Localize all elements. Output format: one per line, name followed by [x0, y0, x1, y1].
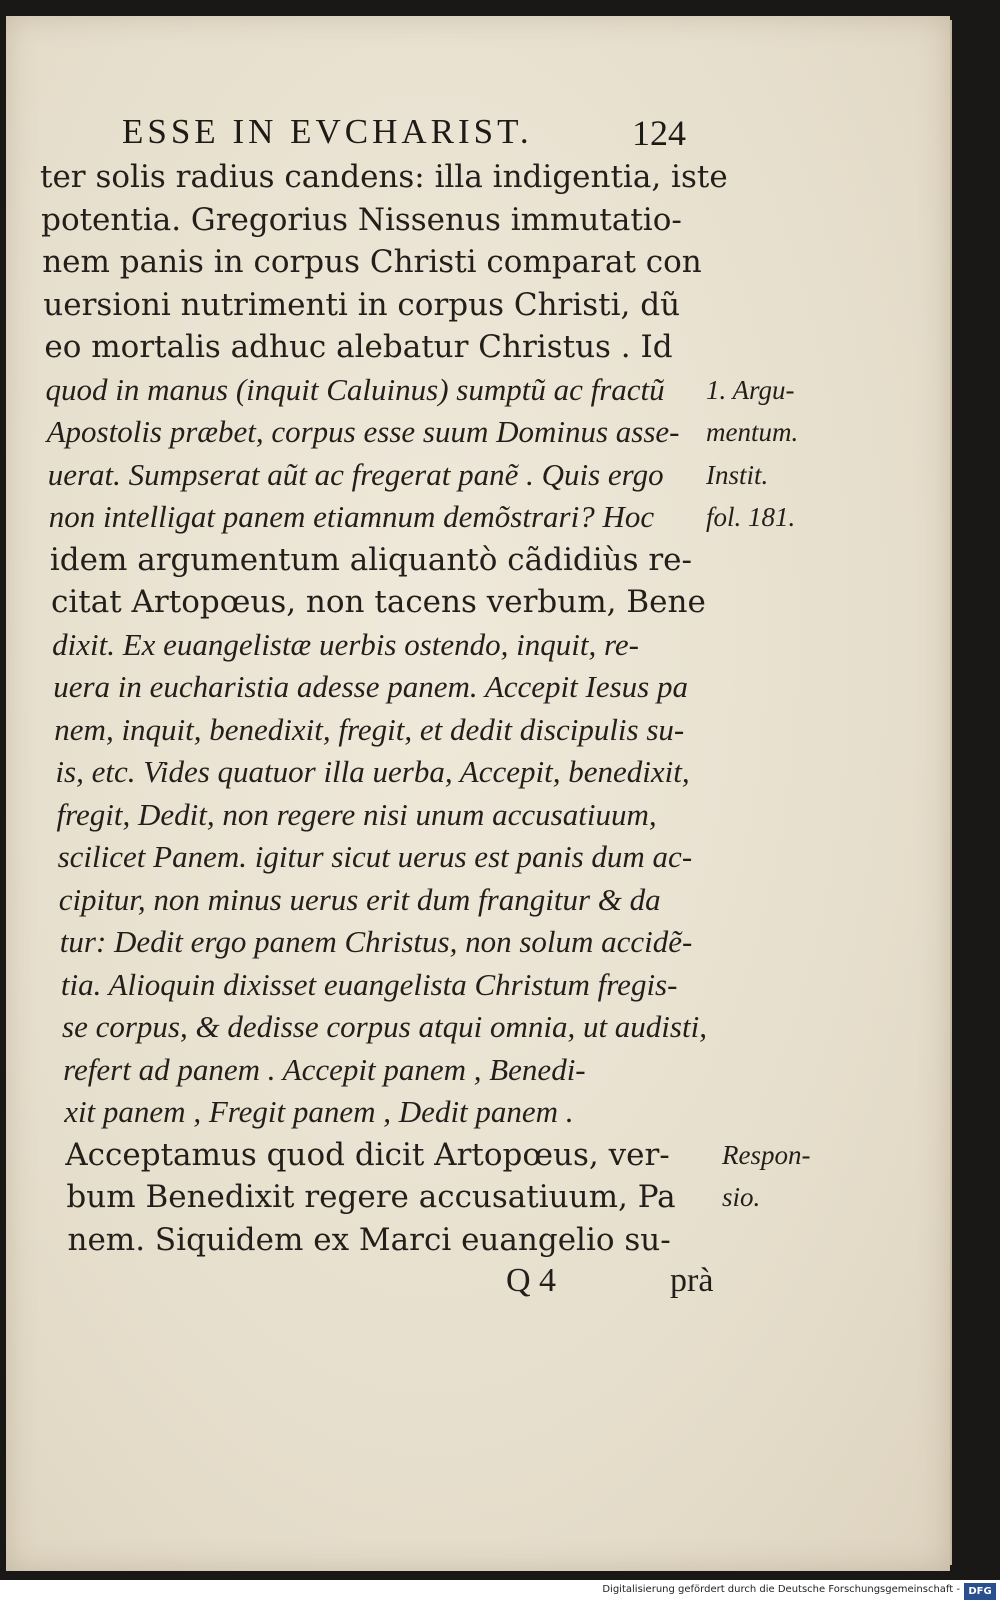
- text-line: quod in manus (inquit Caluinus) sumptũ ac fractũ: [45, 371, 665, 407]
- text-line: nem. Siquidem ex Marci euangelio su-: [67, 1221, 671, 1258]
- marginal-note: mentum.: [706, 417, 799, 447]
- text-line: nem panis in corpus Christi comparat con: [42, 244, 702, 280]
- text-line: Acceptamus quod dicit Artopœus, ver-: [65, 1136, 670, 1173]
- text-line: citat Artopœus, non tacens verbum, Bene: [51, 584, 706, 620]
- signature-mark: Q 4: [506, 1262, 557, 1299]
- running-head: [122, 112, 702, 156]
- text-line: bum Benedixit regere accusatiuum, Pa: [66, 1179, 676, 1215]
- text-line: refert ad panem . Accepit panem , Benedi-: [63, 1051, 586, 1087]
- marginal-note: Respon-: [722, 1139, 811, 1170]
- text-line: tia. Alioquin dixisset euangelista Christum fregis-: [60, 966, 678, 1002]
- text-line: uersioni nutrimenti in corpus Christi, dũ: [43, 286, 681, 323]
- body-text: [40, 156, 740, 1261]
- running-title: ESSE IN EVCHARIST.: [122, 112, 533, 151]
- text-line: se corpus, & dedisse corpus atqui omnia, ut audisti,: [62, 1009, 707, 1044]
- marginal-note: fol. 181.: [706, 502, 796, 532]
- text-line: scilicet Panem. igitur sicut uerus est panis dum ac-: [57, 839, 693, 874]
- text-line: uerat. Sumpserat aũt ac fregerat panẽ . Quis ergo: [47, 456, 664, 492]
- footer-credit: Digitalisierung gefördert durch die Deutsche Forschungsgemeinschaft -: [602, 1584, 960, 1595]
- text-line: uera in eucharistia adesse panem. Accepit Iesus pa: [53, 669, 688, 704]
- footer-bar: [0, 1580, 1000, 1604]
- text-line: tur: Dedit ergo panem Christus, non solum accidẽ-: [59, 924, 693, 959]
- text-line: ter solis radius candens: illa indigentia, iste: [40, 159, 728, 195]
- text-line: fregit, Dedit, non regere nisi unum accusatiuum,: [56, 796, 657, 832]
- text-line: eo mortalis adhuc alebatur Christus . Id: [44, 329, 673, 365]
- text-line: xit panem , Fregit panem , Dedit panem .: [64, 1094, 574, 1129]
- text-line: potentia. Gregorius Nissenus immutatio-: [41, 201, 682, 238]
- dfg-logo: DFG: [964, 1583, 996, 1600]
- text-line: idem argumentum aliquantò cãdidiùs re-: [49, 541, 693, 578]
- marginal-note: sio.: [722, 1182, 761, 1212]
- catchword: prà: [670, 1262, 714, 1299]
- text-line: cipitur, non minus uerus erit dum frangitur & da: [58, 881, 661, 917]
- text-line: is, etc. Vides quatuor illa uerba, Accepit, benedixit,: [55, 754, 690, 789]
- marginal-note: Instit.: [706, 459, 769, 490]
- text-line: non intelligat panem etiamnum demõstrari? Hoc: [48, 499, 655, 534]
- text-line: Apostolis præbet, corpus esse suum Dominus asse-: [46, 414, 680, 449]
- page-number: 124: [632, 113, 686, 153]
- text-line: dixit. Ex euangelistæ uerbis ostendo, inquit, re-: [52, 626, 640, 662]
- text-line: nem, inquit, benedixit, fregit, et dedit discipulis su-: [54, 711, 685, 747]
- marginal-note: 1. Argu-: [706, 374, 795, 405]
